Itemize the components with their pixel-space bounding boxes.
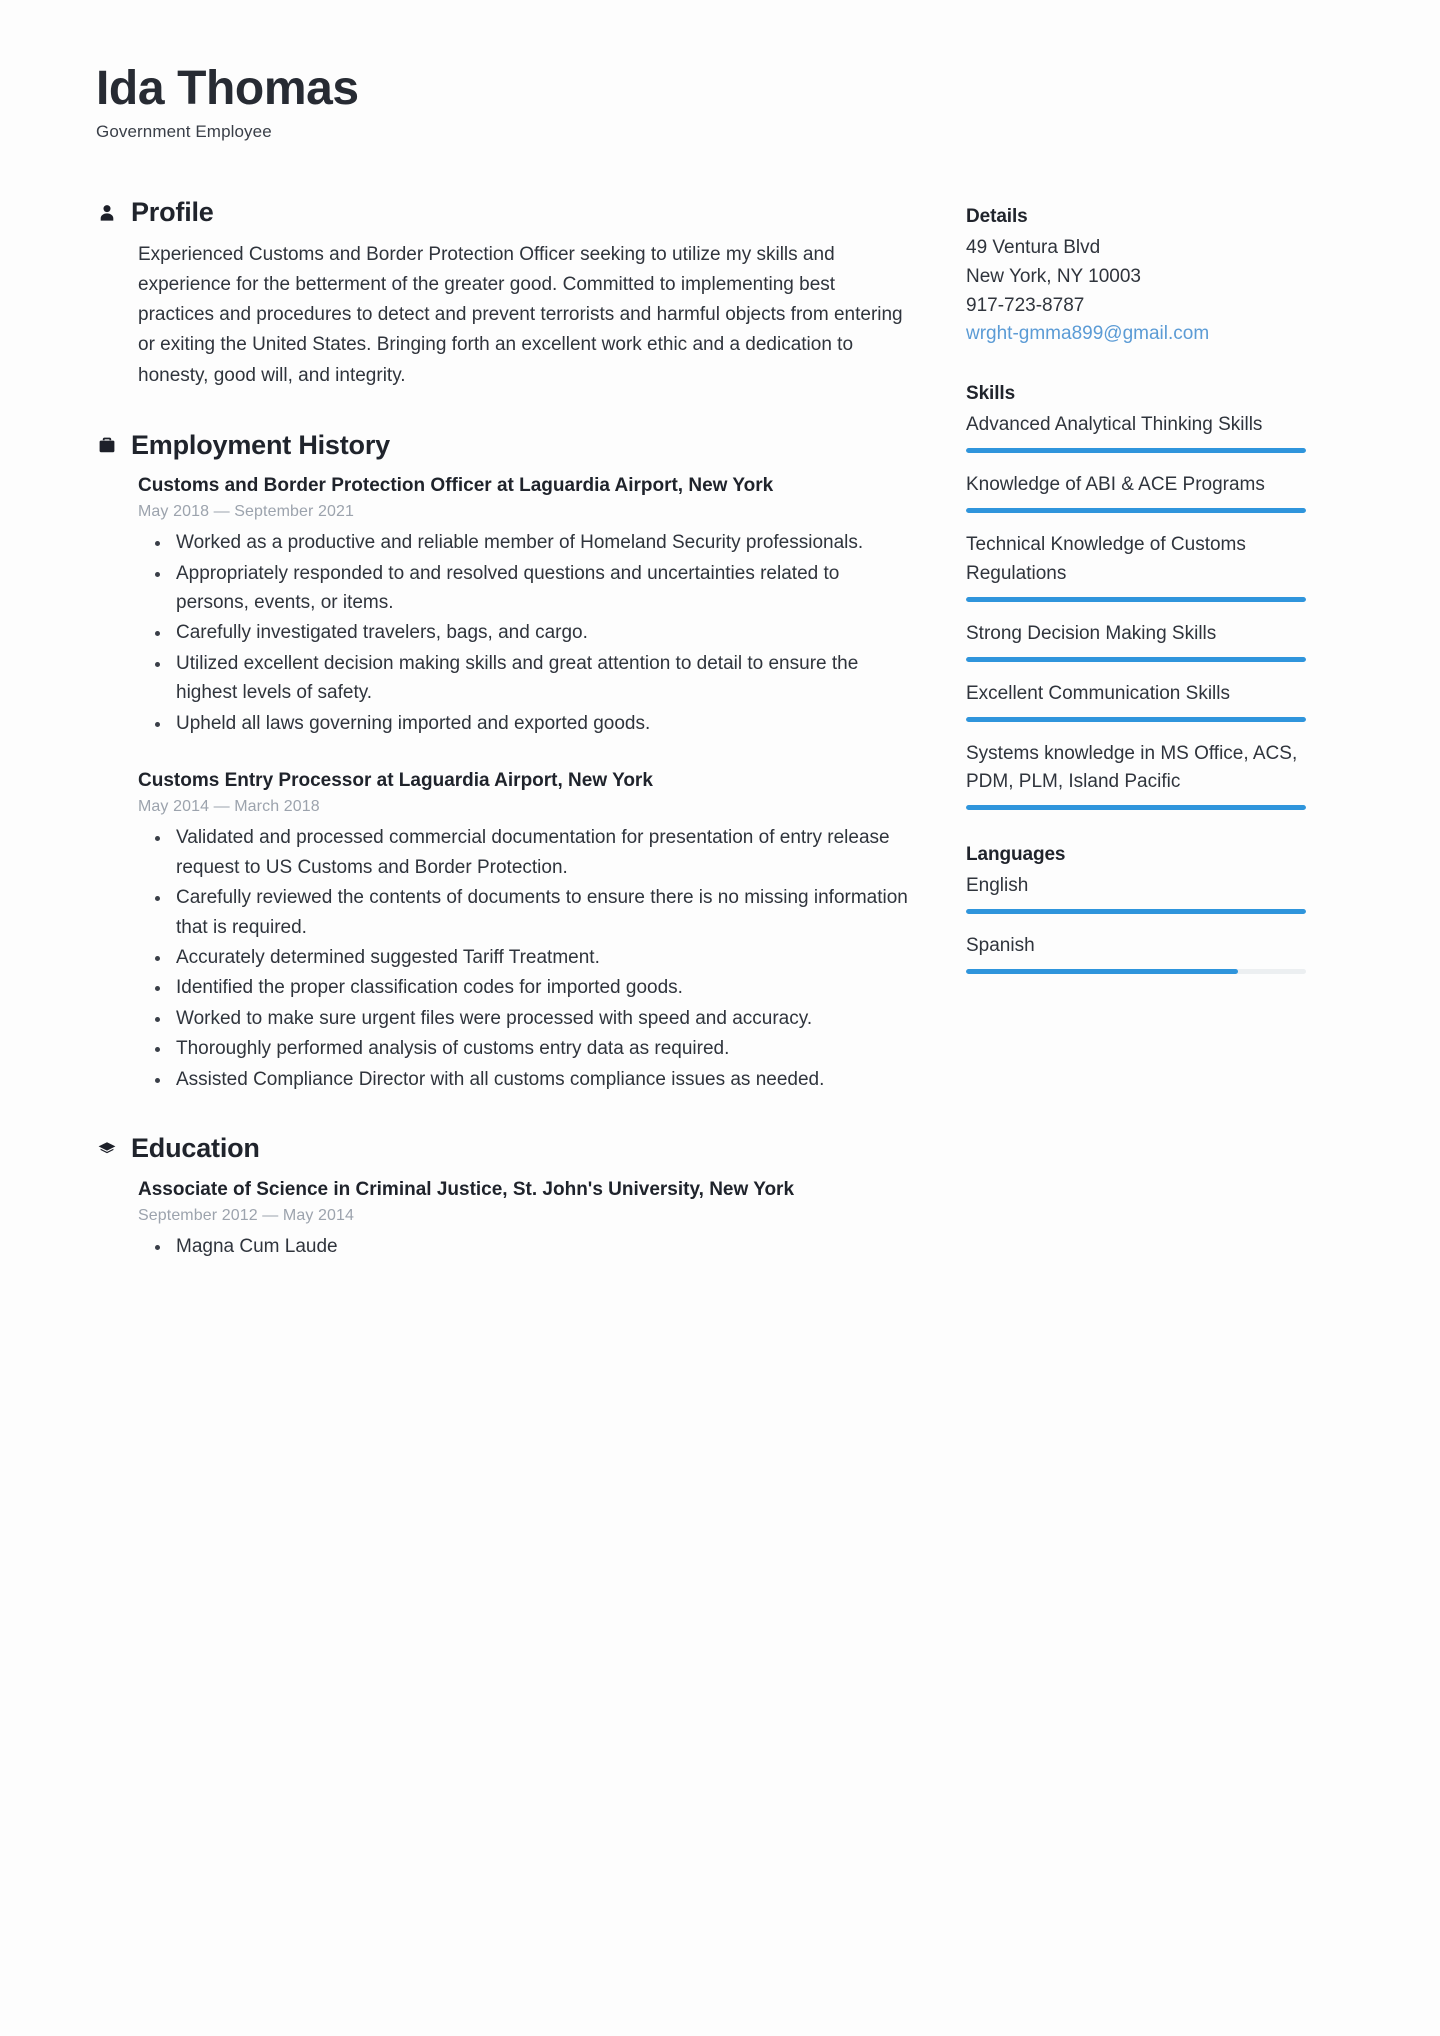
skill-level-fill <box>966 597 1306 602</box>
skill-label: Systems knowledge in MS Office, ACS, PDM, PLM, Island Pacific <box>966 742 1298 793</box>
language-item <box>966 932 1306 974</box>
list-item: Carefully investigated travelers, bags, and cargo. <box>138 618 908 647</box>
language-item <box>966 872 1306 914</box>
skill-level-bar <box>966 448 1306 453</box>
list-item: Assisted Compliance Director with all customs compliance issues as needed. <box>138 1065 908 1094</box>
skill-level-fill <box>966 657 1306 662</box>
resume-columns <box>96 198 1344 1301</box>
briefcase-icon <box>96 434 118 456</box>
language-level-bar <box>966 909 1306 914</box>
skill-level-fill <box>966 448 1306 453</box>
detail-address-line-1: 49 Ventura Blvd <box>966 236 1101 258</box>
sidebar-block-languages <box>966 844 1306 974</box>
skill-level-bar <box>966 657 1306 662</box>
sidebar-block-skills <box>966 383 1306 810</box>
employment-entry <box>138 473 908 738</box>
candidate-name: Ida Thomas <box>96 62 359 115</box>
section-education <box>96 1134 908 1261</box>
employment-entry-title: Customs and Border Protection Officer at Laguardia Airport, New York <box>138 475 774 497</box>
skill-item <box>966 620 1306 662</box>
education-heading <box>96 1134 908 1164</box>
skill-level-bar <box>966 805 1306 810</box>
skill-level-fill <box>966 508 1306 513</box>
employment-entry-title: Customs Entry Processor at Laguardia Airport, New York <box>138 770 653 792</box>
profile-heading <box>96 198 908 228</box>
employment-entry-bullets <box>138 823 908 1094</box>
skill-item <box>966 411 1306 453</box>
employment-entry-bullets <box>138 528 908 738</box>
sidebar-title-skills: Skills <box>966 383 1016 405</box>
skill-label: Excellent Communication Skills <box>966 682 1230 704</box>
section-title-employment: Employment History <box>131 429 390 460</box>
language-level-fill <box>966 969 1238 974</box>
skill-label: Knowledge of ABI & ACE Programs <box>966 474 1265 496</box>
language-label: Spanish <box>966 935 1035 957</box>
list-item: Utilized excellent decision making skills and great attention to detail to ensure the highest levels of safety. <box>138 649 908 708</box>
skill-item <box>966 680 1306 722</box>
profile-text: Experienced Customs and Border Protection Officer seeking to utilize my skills and experience for the betterment of the greater good. Committed to implementing best practices and procedures to detect and prevent terrorists and harmful objects from entering or exiting the United States. Bringing forth an excellent work ethic and a dedication to honesty, good will, and integrity. <box>138 244 903 386</box>
sidebar-block-details <box>966 206 1306 350</box>
section-title-profile: Profile <box>131 196 214 227</box>
skill-level-bar <box>966 717 1306 722</box>
skill-label: Strong Decision Making Skills <box>966 622 1217 644</box>
sidebar-title-languages: Languages <box>966 844 1066 866</box>
skill-level-fill <box>966 805 1306 810</box>
skill-item <box>966 471 1306 513</box>
language-label: English <box>966 875 1029 897</box>
person-icon <box>96 202 118 224</box>
list-item: Carefully reviewed the contents of documents to ensure there is no missing information that is required. <box>138 883 908 942</box>
list-item: Upheld all laws governing imported and exported goods. <box>138 709 908 738</box>
list-item: Thoroughly performed analysis of customs entry data as required. <box>138 1034 908 1063</box>
detail-email-link[interactable]: wrght-gmma899@gmail.com <box>966 323 1210 345</box>
list-item: Magna Cum Laude <box>138 1232 908 1261</box>
graduation-cap-icon <box>96 1138 118 1160</box>
list-item: Worked to make sure urgent files were processed with speed and accuracy. <box>138 1004 908 1033</box>
skill-label: Technical Knowledge of Customs Regulations <box>966 534 1246 584</box>
section-profile <box>96 198 908 391</box>
skill-level-bar <box>966 508 1306 513</box>
candidate-job-title: Government Employee <box>96 121 272 141</box>
section-employment-history <box>96 431 908 1095</box>
skill-item <box>966 531 1306 602</box>
skill-level-bar <box>966 597 1306 602</box>
resume-header <box>96 62 1344 142</box>
sidebar-column <box>966 198 1306 992</box>
section-title-education: Education <box>131 1133 260 1164</box>
employment-entry-date: May 2014 — March 2018 <box>138 798 320 816</box>
education-entry-bullets <box>138 1232 908 1261</box>
skill-item <box>966 740 1306 811</box>
education-entry-title: Associate of Science in Criminal Justice, St. John's University, New York <box>138 1178 795 1200</box>
education-entry <box>138 1177 908 1261</box>
skill-level-fill <box>966 717 1306 722</box>
list-item: Appropriately responded to and resolved questions and uncertainties related to persons, events, or items. <box>138 559 908 618</box>
list-item: Accurately determined suggested Tariff Treatment. <box>138 943 908 972</box>
language-level-bar <box>966 969 1306 974</box>
detail-address-line-2: New York, NY 10003 <box>966 265 1141 287</box>
language-level-fill <box>966 909 1306 914</box>
sidebar-title-details: Details <box>966 205 1028 227</box>
list-item: Identified the proper classification codes for imported goods. <box>138 973 908 1002</box>
employment-entry-date: May 2018 — September 2021 <box>138 503 354 521</box>
employment-heading <box>96 431 908 461</box>
employment-entry <box>138 768 908 1094</box>
main-column <box>96 198 908 1301</box>
list-item: Validated and processed commercial documentation for presentation of entry release request to US Customs and Border Protection. <box>138 823 908 882</box>
detail-phone: 917-723-8787 <box>966 294 1085 316</box>
skill-label: Advanced Analytical Thinking Skills <box>966 414 1263 436</box>
list-item: Worked as a productive and reliable member of Homeland Security professionals. <box>138 528 908 557</box>
education-entry-date: September 2012 — May 2014 <box>138 1206 354 1224</box>
